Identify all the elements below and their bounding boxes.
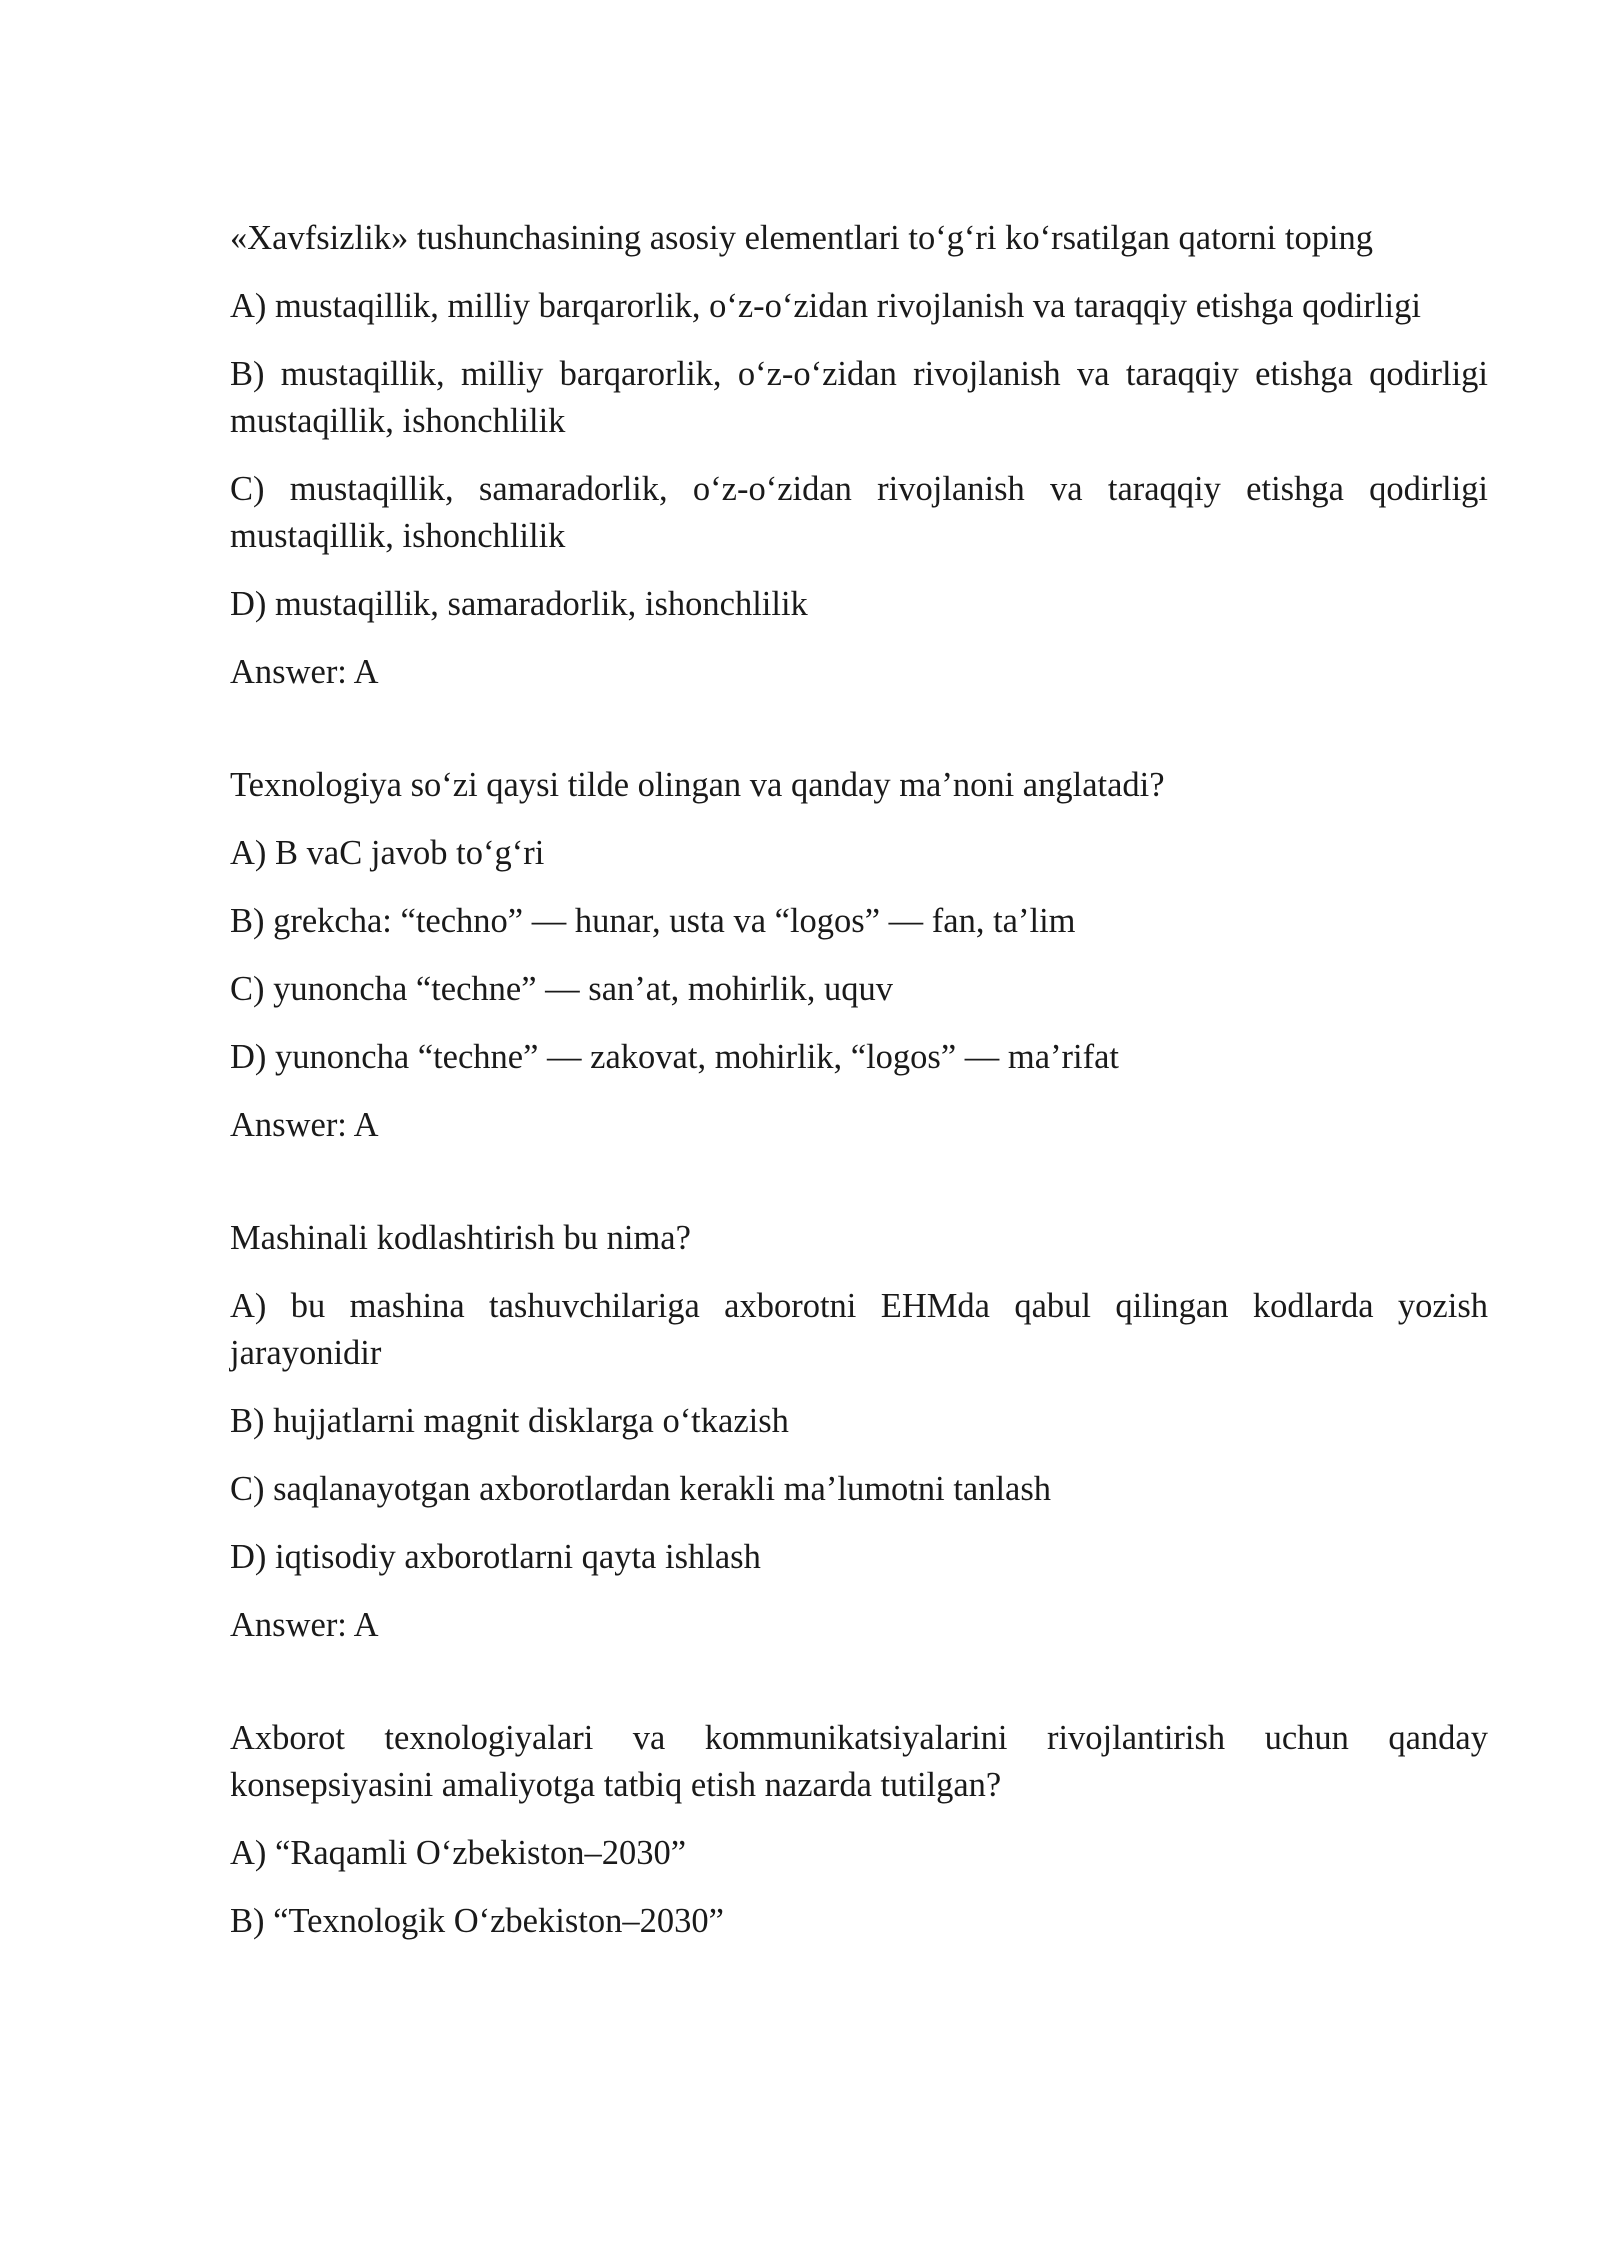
option-a: A) bu mashina tashuvchilariga axborotni EHMda qabul qilingan kodlarda yozish jarayonidir: [230, 1287, 1488, 1372]
option-c: C) mustaqillik, samaradorlik, o‘z-o‘zidan rivojlanish va taraqqiy etishga qodirligi mustaqillik, ishonchlilik: [230, 470, 1488, 555]
option-b: B) mustaqillik, milliy barqarorlik, o‘z-o‘zidan rivojlanish va taraqqiy etishga qodirligi mustaqillik, ishonchlilik: [230, 355, 1488, 440]
question-text: Axborot texnologiyalari va kommunikatsiyalarini rivojlantirish uchun qanday konsepsiyasini amaliyotga tatbiq etish nazarda tutilgan?: [230, 1719, 1488, 1804]
option-d: D) yunoncha “techne” — zakovat, mohirlik, “logos” — ma’rifat: [230, 1038, 1120, 1076]
option-b: B) “Texnologik O‘zbekiston–2030”: [230, 1902, 724, 1940]
question-block-3: [230, 1215, 1488, 1649]
question-text: «Xavfsizlik» tushunchasining asosiy elementlari to‘g‘ri ko‘rsatilgan qatorni toping: [230, 219, 1374, 257]
question-block-2: [230, 762, 1488, 1149]
option-a: A) B vaC javob to‘g‘ri: [230, 834, 545, 872]
option-c: C) yunoncha “techne” — san’at, mohirlik, uquv: [230, 970, 893, 1008]
question-text: Texnologiya so‘zi qaysi tilde olingan va qanday ma’noni anglatadi?: [230, 766, 1165, 804]
question-text: Mashinali kodlashtirish bu nima?: [230, 1219, 691, 1257]
option-d: D) iqtisodiy axborotlarni qayta ishlash: [230, 1538, 761, 1576]
document-page: [230, 215, 1488, 1966]
option-d: D) mustaqillik, samaradorlik, ishonchlilik: [230, 585, 808, 623]
option-b: B) grekcha: “techno” — hunar, usta va “logos” — fan, ta’lim: [230, 902, 1076, 940]
option-c: C) saqlanayotgan axborotlardan kerakli ma’lumotni tanlash: [230, 1470, 1052, 1508]
question-block-4: [230, 1715, 1488, 1945]
option-a: A) “Raqamli O‘zbekiston–2030”: [230, 1834, 687, 1872]
question-block-1: [230, 215, 1488, 696]
option-a: A) mustaqillik, milliy barqarorlik, o‘z-o‘zidan rivojlanish va taraqqiy etishga qodirligi: [230, 287, 1421, 325]
answer-text: Answer: A: [230, 653, 379, 691]
answer-text: Answer: A: [230, 1106, 379, 1144]
answer-text: Answer: A: [230, 1606, 379, 1644]
option-b: B) hujjatlarni magnit disklarga o‘tkazish: [230, 1402, 789, 1440]
